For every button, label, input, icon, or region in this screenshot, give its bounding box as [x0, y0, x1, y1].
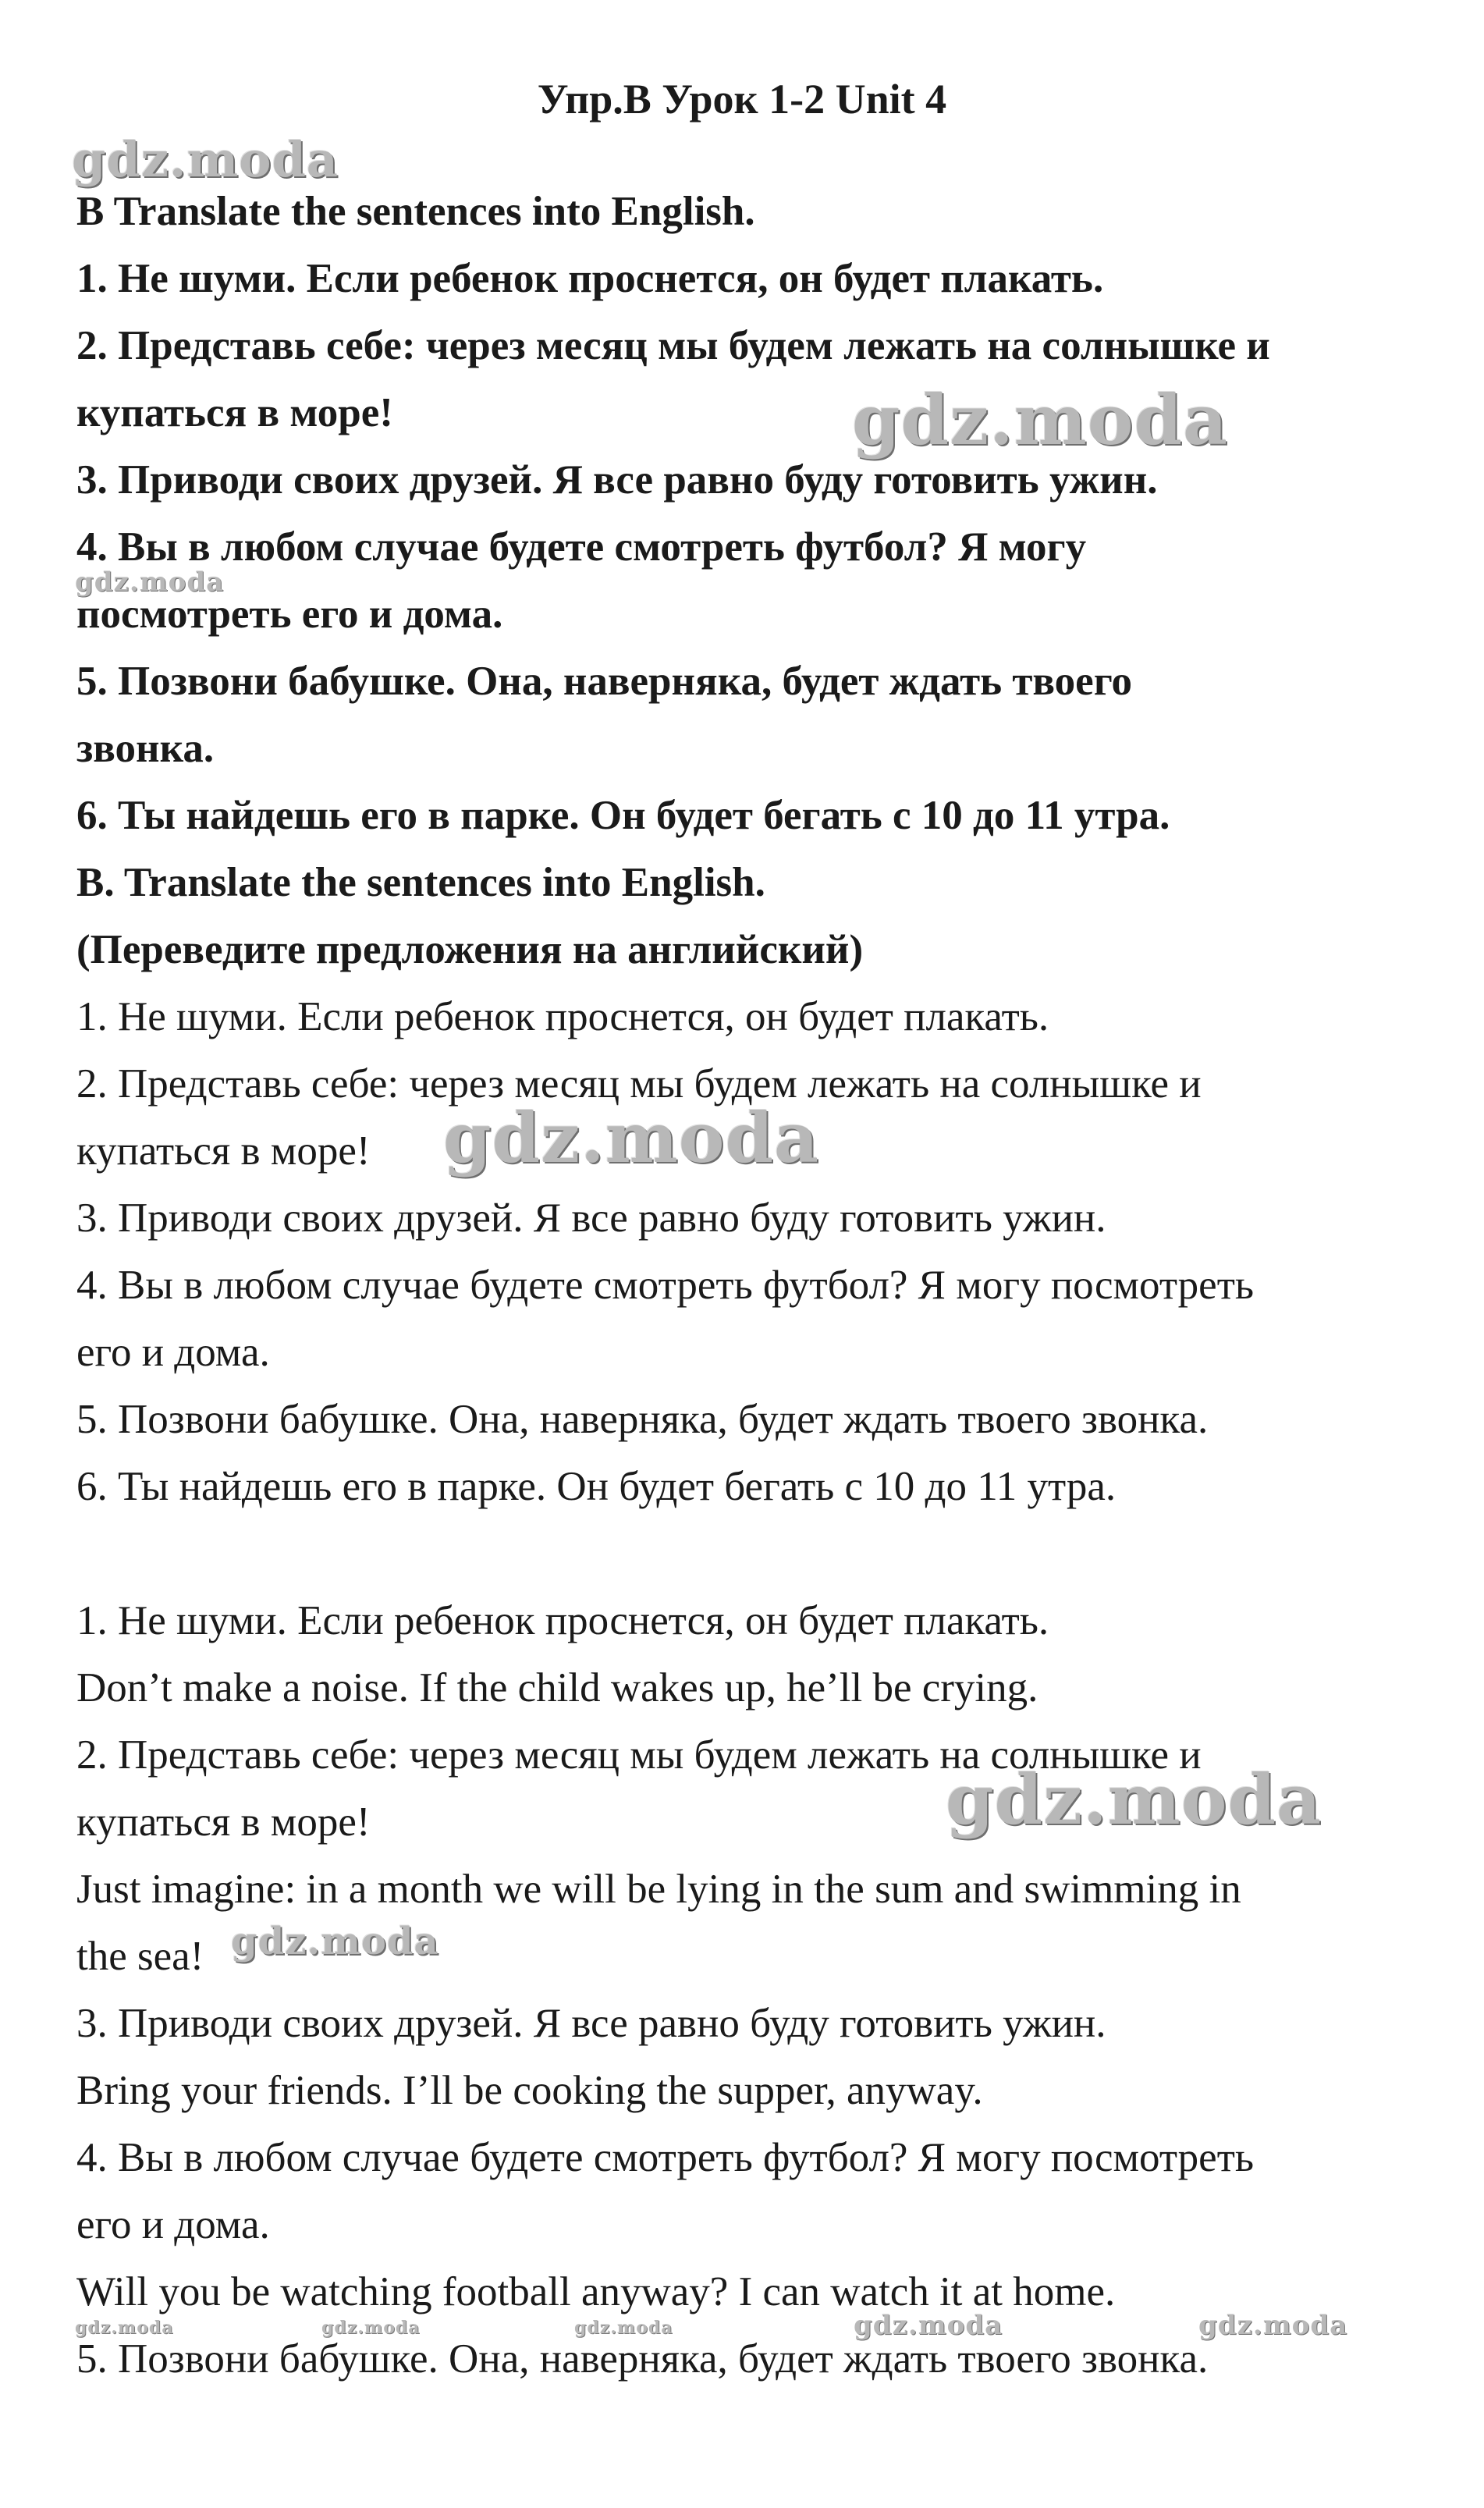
answer-heading: B. Translate the sentences into English. — [76, 860, 765, 905]
translation-line: Don’t make a noise. If the child wakes up, he’ll be crying. — [76, 1665, 1038, 1710]
answer-sentence: купаться в море! — [76, 1128, 371, 1174]
task-sentence: 4. Вы в любом случае будете смотреть футбол? Я могу — [76, 524, 1087, 570]
translation-line: Just imagine: in a month we will be lying in the sum and swimming in — [76, 1867, 1241, 1912]
watermark: gdz.moda — [75, 2318, 174, 2338]
watermark: gdz.moda — [443, 1097, 820, 1178]
task-sentence: 6. Ты найдешь его в парке. Он будет бегать с 10 до 11 утра. — [76, 793, 1170, 838]
task-sentence: купаться в море! — [76, 390, 393, 435]
watermark: gdz.moda — [852, 379, 1229, 460]
watermark: gdz.moda — [946, 1759, 1322, 1840]
watermark: gdz.moda — [854, 2310, 1003, 2341]
answer-sentence: его и дома. — [76, 1330, 270, 1375]
answer-sentence: 3. Приводи своих друзей. Я все равно буду готовить ужин. — [76, 1195, 1106, 1241]
translation-line: купаться в море! — [76, 1799, 371, 1845]
watermark: gdz.moda — [574, 2318, 673, 2338]
watermark: gdz.moda — [231, 1920, 439, 1963]
answer-sentence: 6. Ты найдешь его в парке. Он будет бегать с 10 до 11 утра. — [76, 1464, 1117, 1509]
translation-line: его и дома. — [76, 2202, 270, 2247]
task-sentence: 1. Не шуми. Если ребенок проснется, он будет плакать. — [76, 256, 1104, 301]
watermark: gdz.moda — [1198, 2310, 1348, 2341]
answer-sentence: 5. Позвони бабушке. Она, наверняка, будет ждать твоего звонка. — [76, 1397, 1209, 1442]
answer-sentence: 1. Не шуми. Если ребенок проснется, он будет плакать. — [76, 994, 1049, 1039]
answer-sentence: 4. Вы в любом случае будете смотреть футбол? Я могу посмотреть — [76, 1263, 1255, 1308]
task-sentence: звонка. — [76, 726, 215, 771]
translation-line: Will you be watching football anyway? I can watch it at home. — [76, 2269, 1116, 2314]
translation-line: 4. Вы в любом случае будете смотреть футбол? Я могу посмотреть — [76, 2135, 1255, 2180]
answer-sentence: 2. Представь себе: через месяц мы будем лежать на солнышке и — [76, 1061, 1202, 1107]
task-sentence: 5. Позвони бабушке. Она, наверняка, будет ждать твоего — [76, 659, 1132, 704]
task-sentence: 3. Приводи своих друзей. Я все равно буду готовить ужин. — [76, 457, 1158, 503]
translation-line: 5. Позвони бабушке. Она, наверняка, будет ждать твоего звонка. — [76, 2336, 1209, 2382]
page-title: Упр.B Урок 1-2 Unit 4 — [537, 76, 947, 123]
watermark: gdz.moda — [72, 131, 339, 188]
translation-line: 2. Представь себе: через месяц мы будем лежать на солнышке и — [76, 1732, 1202, 1778]
translation-line: Bring your friends. I’ll be cooking the supper, anyway. — [76, 2068, 983, 2113]
task-heading: B Translate the sentences into English. — [76, 189, 755, 234]
answer-subheading: (Переведите предложения на английский) — [76, 927, 864, 972]
translation-line: 1. Не шуми. Если ребенок проснется, он будет плакать. — [76, 1598, 1049, 1643]
watermark: gdz.moda — [75, 567, 225, 598]
translation-line: the sea! — [76, 1934, 204, 1979]
translation-line: 3. Приводи своих друзей. Я все равно буду готовить ужин. — [76, 2001, 1106, 2046]
watermark: gdz.moda — [321, 2318, 421, 2338]
task-sentence: посмотреть его и дома. — [76, 591, 503, 637]
task-sentence: 2. Представь себе: через месяц мы будем лежать на солнышке и — [76, 323, 1270, 368]
